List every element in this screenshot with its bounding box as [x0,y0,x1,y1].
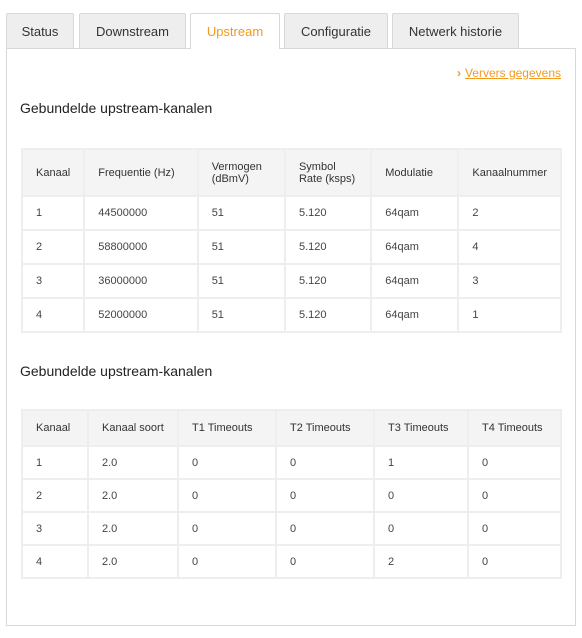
table-cell: 0 [469,513,560,544]
table-cell: 1 [375,447,467,478]
refresh-control[interactable] [457,66,561,80]
tab-upstream[interactable]: Upstream [190,13,280,49]
column-header: Kanaal soort [89,411,177,445]
table-cell: 2.0 [89,447,177,478]
tab-status[interactable]: Status [6,13,74,49]
table-cell: 0 [277,480,373,511]
column-header: T4 Timeouts [469,411,560,445]
table-cell: 2.0 [89,480,177,511]
table-cell: 0 [469,480,560,511]
table-row [23,197,560,229]
section-title-bonded-channels: Gebundelde upstream-kanalen [20,100,213,116]
table-cell: 0 [179,447,275,478]
tab-bar [0,0,582,48]
table-cell: 1 [23,197,83,229]
table-cell: 5.120 [286,299,370,331]
table-header-row [23,150,560,195]
table-cell: 0 [469,447,560,478]
table-cell: 5.120 [286,197,370,229]
table-cell: 0 [375,513,467,544]
table-cell: 3 [459,265,560,297]
table-row [23,231,560,263]
table-cell: 64qam [372,265,457,297]
table-row [23,546,560,577]
table-cell: 2.0 [89,513,177,544]
column-header: Kanaalnummer [459,150,560,195]
column-header: Kanaal [23,150,83,195]
refresh-link[interactable]: Ververs gegevens [464,66,561,80]
table-cell: 3 [23,265,83,297]
table-cell: 0 [179,513,275,544]
table-cell: 1 [459,299,560,331]
table-cell: 5.120 [286,231,370,263]
table-row [23,299,560,331]
upstream-panel [6,48,576,626]
section-title-timeouts: Gebundelde upstream-kanalen [20,363,213,379]
table-cell: 51 [199,231,284,263]
table-cell: 0 [179,546,275,577]
table-cell: 4 [23,546,87,577]
table-cell: 0 [375,480,467,511]
table-row [23,480,560,511]
table-cell: 36000000 [85,265,196,297]
table-cell: 0 [277,447,373,478]
table-cell: 0 [179,480,275,511]
table-cell: 64qam [372,299,457,331]
table-cell: 52000000 [85,299,196,331]
tab-netwerk-historie[interactable]: Netwerk historie [392,13,519,49]
table-row [23,265,560,297]
table-cell: 51 [199,197,284,229]
table-cell: 2 [23,231,83,263]
column-header: T1 Timeouts [179,411,275,445]
table-row [23,447,560,478]
table-cell: 1 [23,447,87,478]
table-cell: 51 [199,299,284,331]
table-cell: 58800000 [85,231,196,263]
table-cell: 5.120 [286,265,370,297]
table-cell: 64qam [372,197,457,229]
tab-configuratie[interactable]: Configuratie [284,13,388,49]
table-cell: 3 [23,513,87,544]
table-cell: 51 [199,265,284,297]
table-cell: 0 [277,513,373,544]
table-cell: 4 [23,299,83,331]
table-cell: 2 [23,480,87,511]
upstream-timeouts-table [21,409,562,579]
table-cell: 2.0 [89,546,177,577]
column-header: Frequentie (Hz) [85,150,196,195]
column-header: Vermogen (dBmV) [199,150,284,195]
column-header: Modulatie [372,150,457,195]
table-cell: 64qam [372,231,457,263]
chevron-right-icon: › [456,66,461,80]
column-header: T3 Timeouts [375,411,467,445]
tab-downstream[interactable]: Downstream [79,13,186,49]
table-row [23,513,560,544]
column-header: T2 Timeouts [277,411,373,445]
table-cell: 4 [459,231,560,263]
table-header-row [23,411,560,445]
table-cell: 0 [277,546,373,577]
table-cell: 44500000 [85,197,196,229]
table-cell: 2 [375,546,467,577]
column-header: Symbol Rate (ksps) [286,150,370,195]
table-cell: 0 [469,546,560,577]
upstream-channels-table [21,148,562,333]
table-cell: 2 [459,197,560,229]
column-header: Kanaal [23,411,87,445]
